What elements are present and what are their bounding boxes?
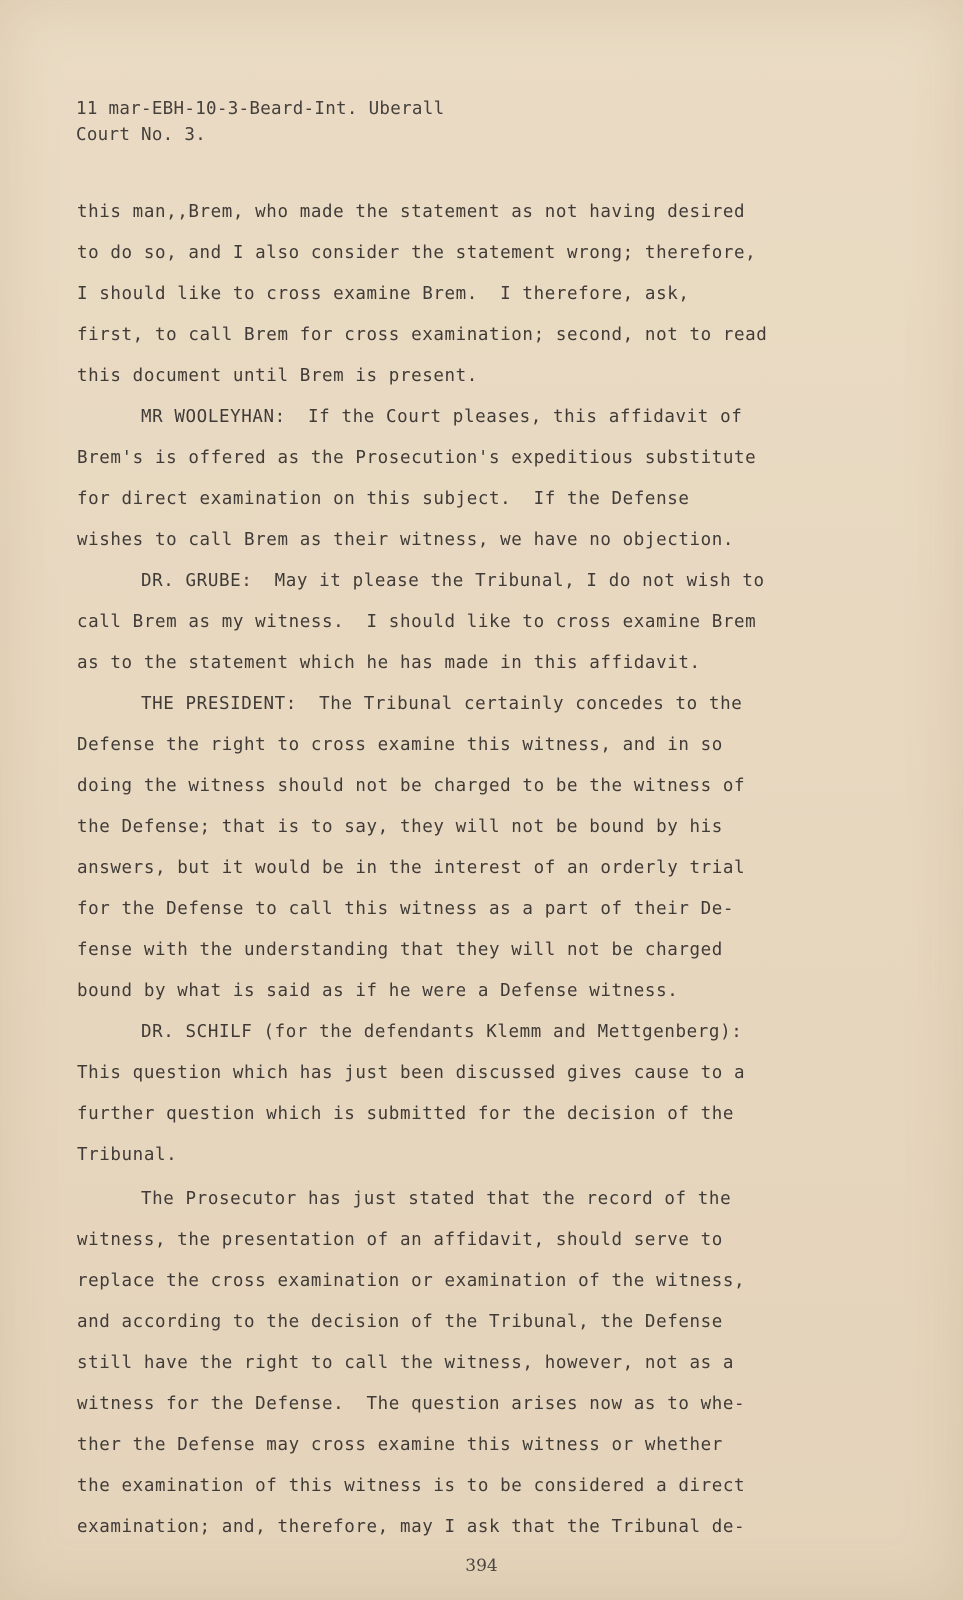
header-court-line: Court No. 3. xyxy=(76,125,207,145)
transcript-line: Defense the right to cross examine this witness, and in so xyxy=(77,735,723,755)
transcript-line: I should like to cross examine Brem. I therefore, ask, xyxy=(77,284,690,304)
page-number: 394 xyxy=(465,1556,498,1576)
paragraph-start-line: The Prosecutor has just stated that the record of the xyxy=(141,1189,732,1209)
transcript-line: answers, but it would be in the interest of an orderly trial xyxy=(77,858,746,878)
transcript-body xyxy=(77,192,867,1548)
transcript-line: replace the cross examination or examination of the witness, xyxy=(77,1271,746,1291)
transcript-line: Tribunal. xyxy=(77,1145,178,1165)
speaker-line-president: THE PRESIDENT: The Tribunal certainly concedes to the xyxy=(141,694,743,714)
transcript-line: for direct examination on this subject. If the Defense xyxy=(77,489,690,509)
transcript-line: doing the witness should not be charged to be the witness of xyxy=(77,776,746,796)
transcript-line: wishes to call Brem as their witness, we have no objection. xyxy=(77,530,735,550)
transcript-line: call Brem as my witness. I should like to cross examine Brem xyxy=(77,612,757,632)
speaker-line-wooleyhan: MR WOOLEYHAN: If the Court pleases, this affidavit of xyxy=(141,407,743,427)
transcript-line: this document until Brem is present. xyxy=(77,366,478,386)
transcript-line: to do so, and I also consider the statement wrong; therefore, xyxy=(77,243,757,263)
transcript-line: bound by what is said as if he were a Defense witness. xyxy=(77,981,679,1001)
transcript-line: for the Defense to call this witness as a part of their De- xyxy=(77,899,735,919)
transcript-line: Brem's is offered as the Prosecution's expeditious substitute xyxy=(77,448,757,468)
transcript-line: examination; and, therefore, may I ask that the Tribunal de- xyxy=(77,1517,746,1537)
transcript-line: witness for the Defense. The question arises now as to whe- xyxy=(77,1394,746,1414)
transcript-line: ther the Defense may cross examine this witness or whether xyxy=(77,1435,723,1455)
speaker-line-schilf: DR. SCHILF (for the defendants Klemm and Mettgenberg): xyxy=(141,1022,743,1042)
transcript-line: further question which is submitted for the decision of the xyxy=(77,1104,735,1124)
transcript-line: the Defense; that is to say, they will not be bound by his xyxy=(77,817,723,837)
document-header xyxy=(76,96,444,148)
transcript-line: and according to the decision of the Tribunal, the Defense xyxy=(77,1312,723,1332)
transcript-line: fense with the understanding that they will not be charged xyxy=(77,940,723,960)
transcript-line: first, to call Brem for cross examination; second, not to read xyxy=(77,325,768,345)
header-reference-line: 11 mar-EBH-10-3-Beard-Int. Uberall xyxy=(76,99,445,119)
transcript-line: the examination of this witness is to be considered a direct xyxy=(77,1476,746,1496)
transcript-line: still have the right to call the witness, however, not as a xyxy=(77,1353,735,1373)
transcript-line: This question which has just been discussed gives cause to a xyxy=(77,1063,746,1083)
transcript-line: as to the statement which he has made in this affidavit. xyxy=(77,653,701,673)
transcript-line: this man,,Brem, who made the statement as not having desired xyxy=(77,202,746,222)
transcript-line: witness, the presentation of an affidavit, should serve to xyxy=(77,1230,723,1250)
speaker-line-grube: DR. GRUBE: May it please the Tribunal, I do not wish to xyxy=(141,571,765,591)
